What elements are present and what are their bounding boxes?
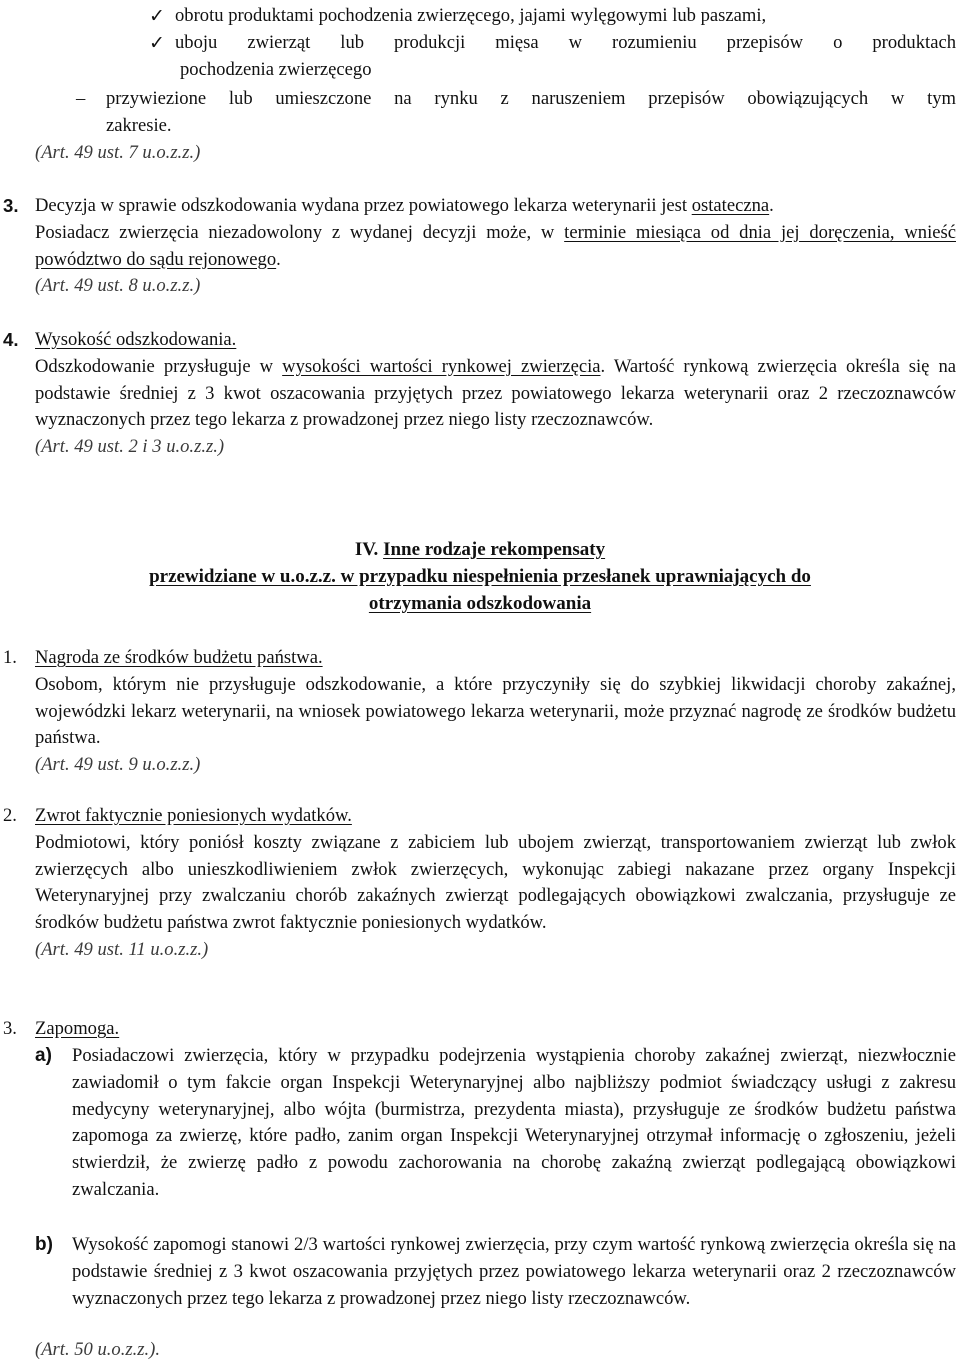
checklist-item: obrotu produktami pochodzenia zwierzęcego, jajami wylęgowymi lub paszami, — [175, 5, 767, 26]
section-number: 2. — [3, 805, 17, 826]
section-number: 3. — [3, 1018, 17, 1039]
section-title: Zapomoga. — [35, 1018, 120, 1039]
checklist-item: uboju zwierząt lub produkcji mięsa w rozumieniu przepisów o produktach — [175, 32, 956, 53]
dash-item: przywiezione lub umieszczone na rynku z naruszeniem przepisów obowiązujących w tym — [106, 88, 956, 109]
checkmark-icon: ✓ — [149, 5, 165, 27]
section-3 — [35, 193, 956, 300]
section-title: Nagroda ze środków budżetu państwa. — [35, 647, 323, 668]
refund-paragraph: Podmiotowi, który poniósł koszty związane z zabiciem lub ubojem zwierząt, transportowaniem zwierząt lub zwłok zwierzęcych albo unieszkodliwieniem zwłok zwierzęcych, wykonując zabiegi nakazane przez organy Inspekcji Weterynaryjnej przy zwalczaniu chorób zakaźnych zwierząt podlegających obowiązkowi zwalczania, przysługuje ze środków budżetu państwa zwrot faktycznie poniesionych wydatków. — [35, 831, 956, 934]
legal-reference: (Art. 50 u.o.z.z.). — [35, 1339, 160, 1360]
checkmark-icon: ✓ — [149, 32, 165, 54]
dash-item-continued: zakresie. — [106, 115, 172, 136]
legal-reference: (Art. 49 ust. 9 u.o.z.z.) — [35, 754, 201, 776]
sub-label-a: a) — [35, 1045, 52, 1066]
reward-section — [35, 645, 956, 779]
reward-paragraph: Osobom, którym nie przysługuje odszkodowanie, a które przyczyniły się do szybkiej likwidacji choroby zakaźnej, wojewódzki lekarz weterynarii, na wniosek powiatowego lekarza weterynarii, może przyznać nagrodę ze środków budżetu państwa. — [35, 673, 956, 749]
chapter-heading: IV. Inne rodzaje rekompensaty — [354, 539, 606, 560]
refund-section — [35, 803, 956, 964]
appeal-paragraph: Posiadacz zwierzęcia niezadowolony z wydanej decyzji może, w terminie miesiąca od dnia jej doręczenia, wnieść powództwo do sądu rejonowego. — [35, 221, 956, 270]
section-number: 3. — [3, 195, 19, 216]
section-4 — [35, 327, 956, 461]
compensation-paragraph: Odszkodowanie przysługuje w wysokości wartości rynkowej zwierzęcia. Wartość rynkową zwierzęcia określa się na podstawie średniej z 3 kwot oszacowania przyjętych przez powiatowego lekarza weterynarii oraz 2 rzeczoznawców wyznaczonych przez tego lekarza z prowadzonej przez niego listy rzeczoznawców. — [35, 355, 957, 431]
section-title: Wysokość odszkodowania. — [35, 329, 237, 350]
sub-label-b: b) — [35, 1234, 53, 1255]
decision-paragraph: Decyzja w sprawie odszkodowania wydana przez powiatowego lekarza weterynarii jest ostateczna. — [35, 195, 774, 216]
section-number: 4. — [3, 329, 19, 350]
legal-reference: (Art. 49 ust. 8 u.o.z.z.) — [35, 275, 201, 297]
chapter-heading-line3: otrzymania odszkodowania — [368, 593, 592, 614]
aid-paragraph-a: Posiadaczowi zwierzęcia, który w przypadku podejrzenia wystąpienia choroby zakaźnej zwierząt, niezwłocznie zawiadomił o tym fakcie organ Inspekcji Weterynaryjnej albo najbliższy podmiot świadczący usługi z zakresu medycyny weterynaryjnej, albo wójta (burmistrza, prezydenta miasta), przysługuje ze środków budżetu państwa zapomoga za zwierzę, które padło, zanim organ Inspekcji Weterynaryjnej otrzymał informację o zgłoszeniu, jeżeli stwierdził, że zwierzę padło z powodu zachorowania na chorobę zakaźną zwierząt podlegającą obowiązkowi zwalczania. — [72, 1045, 956, 1200]
section-title: Zwrot faktycznie poniesionych wydatków. — [35, 805, 352, 826]
legal-reference: (Art. 49 ust. 2 i 3 u.o.z.z.) — [35, 436, 225, 458]
legal-reference: (Art. 49 ust. 11 u.o.z.z.) — [35, 938, 209, 960]
checklist-item-continued: pochodzenia zwierzęcego — [180, 59, 372, 80]
chapter-heading-line2: przewidziane w u.o.z.z. w przypadku niespełnienia przesłanek uprawniających do — [149, 566, 811, 587]
dash-bullet: – — [76, 88, 86, 109]
section-number: 1. — [3, 647, 17, 668]
aid-paragraph-b: Wysokość zapomogi stanowi 2/3 wartości rynkowej zwierzęcia, przy czym wartość rynkową zwierzęcia określa się na podstawie średniej z 3 kwot oszacowania przyjętych przez powiatowego lekarza weterynarii oraz 2 rzeczoznawców wyznaczonych przez tego lekarza z prowadzonej przez niego listy rzeczoznawców. — [72, 1234, 956, 1309]
legal-reference: (Art. 49 ust. 7 u.o.z.z.) — [35, 142, 201, 163]
